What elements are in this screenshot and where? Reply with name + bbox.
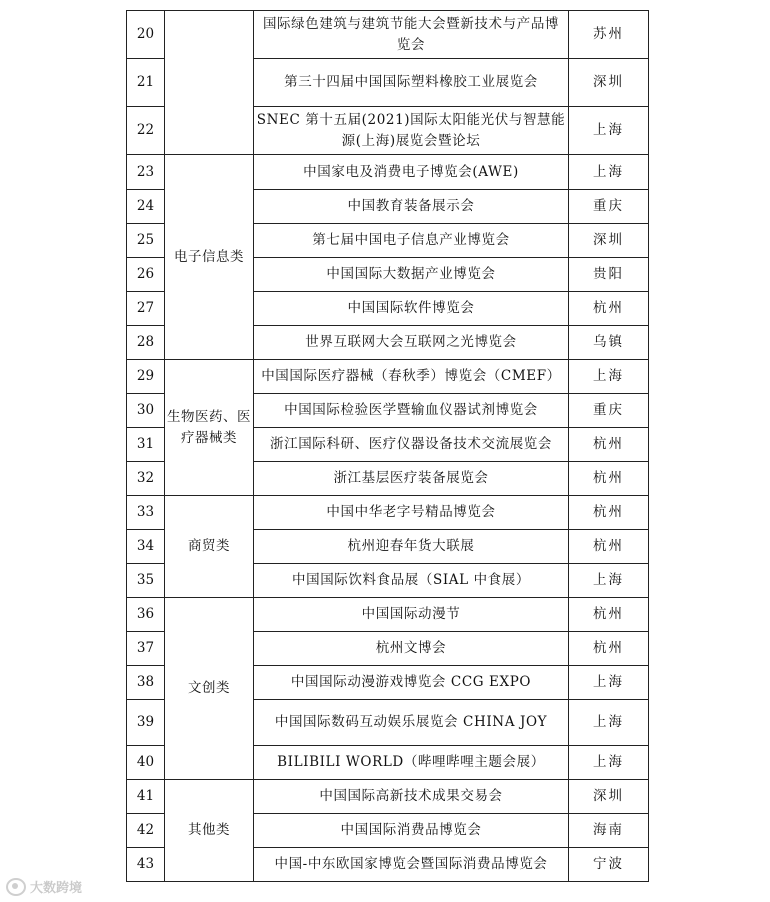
exhibition-name: 第三十四届中国国际塑料橡胶工业展览会 bbox=[254, 59, 569, 107]
exhibition-name: 国际绿色建筑与建筑节能大会暨新技术与产品博览会 bbox=[254, 11, 569, 59]
exhibition-city: 海南 bbox=[569, 814, 649, 848]
table-row bbox=[127, 360, 649, 394]
exhibition-city: 杭州 bbox=[569, 428, 649, 462]
exhibition-name: 中国教育装备展示会 bbox=[254, 190, 569, 224]
exhibition-city: 深圳 bbox=[569, 780, 649, 814]
exhibition-name: 中国家电及消费电子博览会(AWE) bbox=[254, 155, 569, 190]
exhibition-name: 中国国际动漫节 bbox=[254, 598, 569, 632]
exhibition-city: 杭州 bbox=[569, 632, 649, 666]
exhibition-name: 中国国际饮料食品展（SIAL 中食展） bbox=[254, 564, 569, 598]
exhibition-name: 中国-中东欧国家博览会暨国际消费品博览会 bbox=[254, 848, 569, 882]
watermark bbox=[6, 877, 82, 896]
category-culture: 文创类 bbox=[165, 598, 254, 780]
exhibition-city: 重庆 bbox=[569, 394, 649, 428]
exhibition-name: 中国中华老字号精品博览会 bbox=[254, 496, 569, 530]
exhibition-city: 乌镇 bbox=[569, 326, 649, 360]
row-number: 37 bbox=[127, 632, 165, 666]
exhibition-name: 中国国际消费品博览会 bbox=[254, 814, 569, 848]
row-number: 26 bbox=[127, 258, 165, 292]
table-row bbox=[127, 155, 649, 190]
exhibition-city: 上海 bbox=[569, 107, 649, 155]
exhibition-name: 中国国际大数据产业博览会 bbox=[254, 258, 569, 292]
exhibition-city: 上海 bbox=[569, 700, 649, 746]
exhibition-city: 上海 bbox=[569, 666, 649, 700]
row-number: 35 bbox=[127, 564, 165, 598]
exhibition-name: 中国国际软件博览会 bbox=[254, 292, 569, 326]
exhibition-name: 世界互联网大会互联网之光博览会 bbox=[254, 326, 569, 360]
row-number: 20 bbox=[127, 11, 165, 59]
table-row bbox=[127, 780, 649, 814]
category-electronics: 电子信息类 bbox=[165, 155, 254, 360]
row-number: 43 bbox=[127, 848, 165, 882]
row-number: 28 bbox=[127, 326, 165, 360]
exhibition-city: 贵阳 bbox=[569, 258, 649, 292]
exhibition-city: 宁波 bbox=[569, 848, 649, 882]
exhibition-name: 杭州迎春年货大联展 bbox=[254, 530, 569, 564]
exhibition-city: 杭州 bbox=[569, 530, 649, 564]
table-row bbox=[127, 11, 649, 59]
watermark-logo-icon bbox=[6, 878, 26, 896]
exhibition-name: BILIBILI WORLD（哔哩哔哩主题会展） bbox=[254, 746, 569, 780]
row-number: 41 bbox=[127, 780, 165, 814]
row-number: 30 bbox=[127, 394, 165, 428]
exhibition-city: 杭州 bbox=[569, 292, 649, 326]
row-number: 39 bbox=[127, 700, 165, 746]
exhibition-city: 上海 bbox=[569, 155, 649, 190]
row-number: 25 bbox=[127, 224, 165, 258]
row-number: 21 bbox=[127, 59, 165, 107]
exhibition-name: SNEC 第十五届(2021)国际太阳能光伏与智慧能源(上海)展览会暨论坛 bbox=[254, 107, 569, 155]
row-number: 38 bbox=[127, 666, 165, 700]
row-number: 27 bbox=[127, 292, 165, 326]
category-medical: 生物医药、医疗器械类 bbox=[165, 360, 254, 496]
exhibition-name: 中国国际数码互动娱乐展览会 CHINA JOY bbox=[254, 700, 569, 746]
row-number: 42 bbox=[127, 814, 165, 848]
row-number: 36 bbox=[127, 598, 165, 632]
row-number: 34 bbox=[127, 530, 165, 564]
row-number: 31 bbox=[127, 428, 165, 462]
row-number: 22 bbox=[127, 107, 165, 155]
exhibition-city: 杭州 bbox=[569, 462, 649, 496]
exhibition-name: 中国国际动漫游戏博览会 CCG EXPO bbox=[254, 666, 569, 700]
watermark-text: 大数跨境 bbox=[30, 881, 83, 896]
exhibition-name: 浙江国际科研、医疗仪器设备技术交流展览会 bbox=[254, 428, 569, 462]
exhibition-city: 重庆 bbox=[569, 190, 649, 224]
exhibition-city: 杭州 bbox=[569, 598, 649, 632]
exhibition-name: 第七届中国电子信息产业博览会 bbox=[254, 224, 569, 258]
exhibition-name: 中国国际医疗器械（春秋季）博览会（CMEF） bbox=[254, 360, 569, 394]
exhibition-city: 苏州 bbox=[569, 11, 649, 59]
category-trade: 商贸类 bbox=[165, 496, 254, 598]
row-number: 40 bbox=[127, 746, 165, 780]
exhibition-city: 杭州 bbox=[569, 496, 649, 530]
row-number: 29 bbox=[127, 360, 165, 394]
row-number: 23 bbox=[127, 155, 165, 190]
table-row bbox=[127, 496, 649, 530]
row-number: 24 bbox=[127, 190, 165, 224]
exhibition-city: 深圳 bbox=[569, 224, 649, 258]
row-number: 33 bbox=[127, 496, 165, 530]
exhibition-table bbox=[126, 10, 649, 882]
exhibition-name: 杭州文博会 bbox=[254, 632, 569, 666]
exhibition-name: 浙江基层医疗装备展览会 bbox=[254, 462, 569, 496]
row-number: 32 bbox=[127, 462, 165, 496]
exhibition-city: 上海 bbox=[569, 564, 649, 598]
table-row bbox=[127, 598, 649, 632]
exhibition-city: 深圳 bbox=[569, 59, 649, 107]
exhibition-city: 上海 bbox=[569, 746, 649, 780]
exhibition-name: 中国国际高新技术成果交易会 bbox=[254, 780, 569, 814]
exhibition-name: 中国国际检验医学暨输血仪器试剂博览会 bbox=[254, 394, 569, 428]
category-other: 其他类 bbox=[165, 780, 254, 882]
exhibition-city: 上海 bbox=[569, 360, 649, 394]
category-cell-empty bbox=[165, 11, 254, 155]
